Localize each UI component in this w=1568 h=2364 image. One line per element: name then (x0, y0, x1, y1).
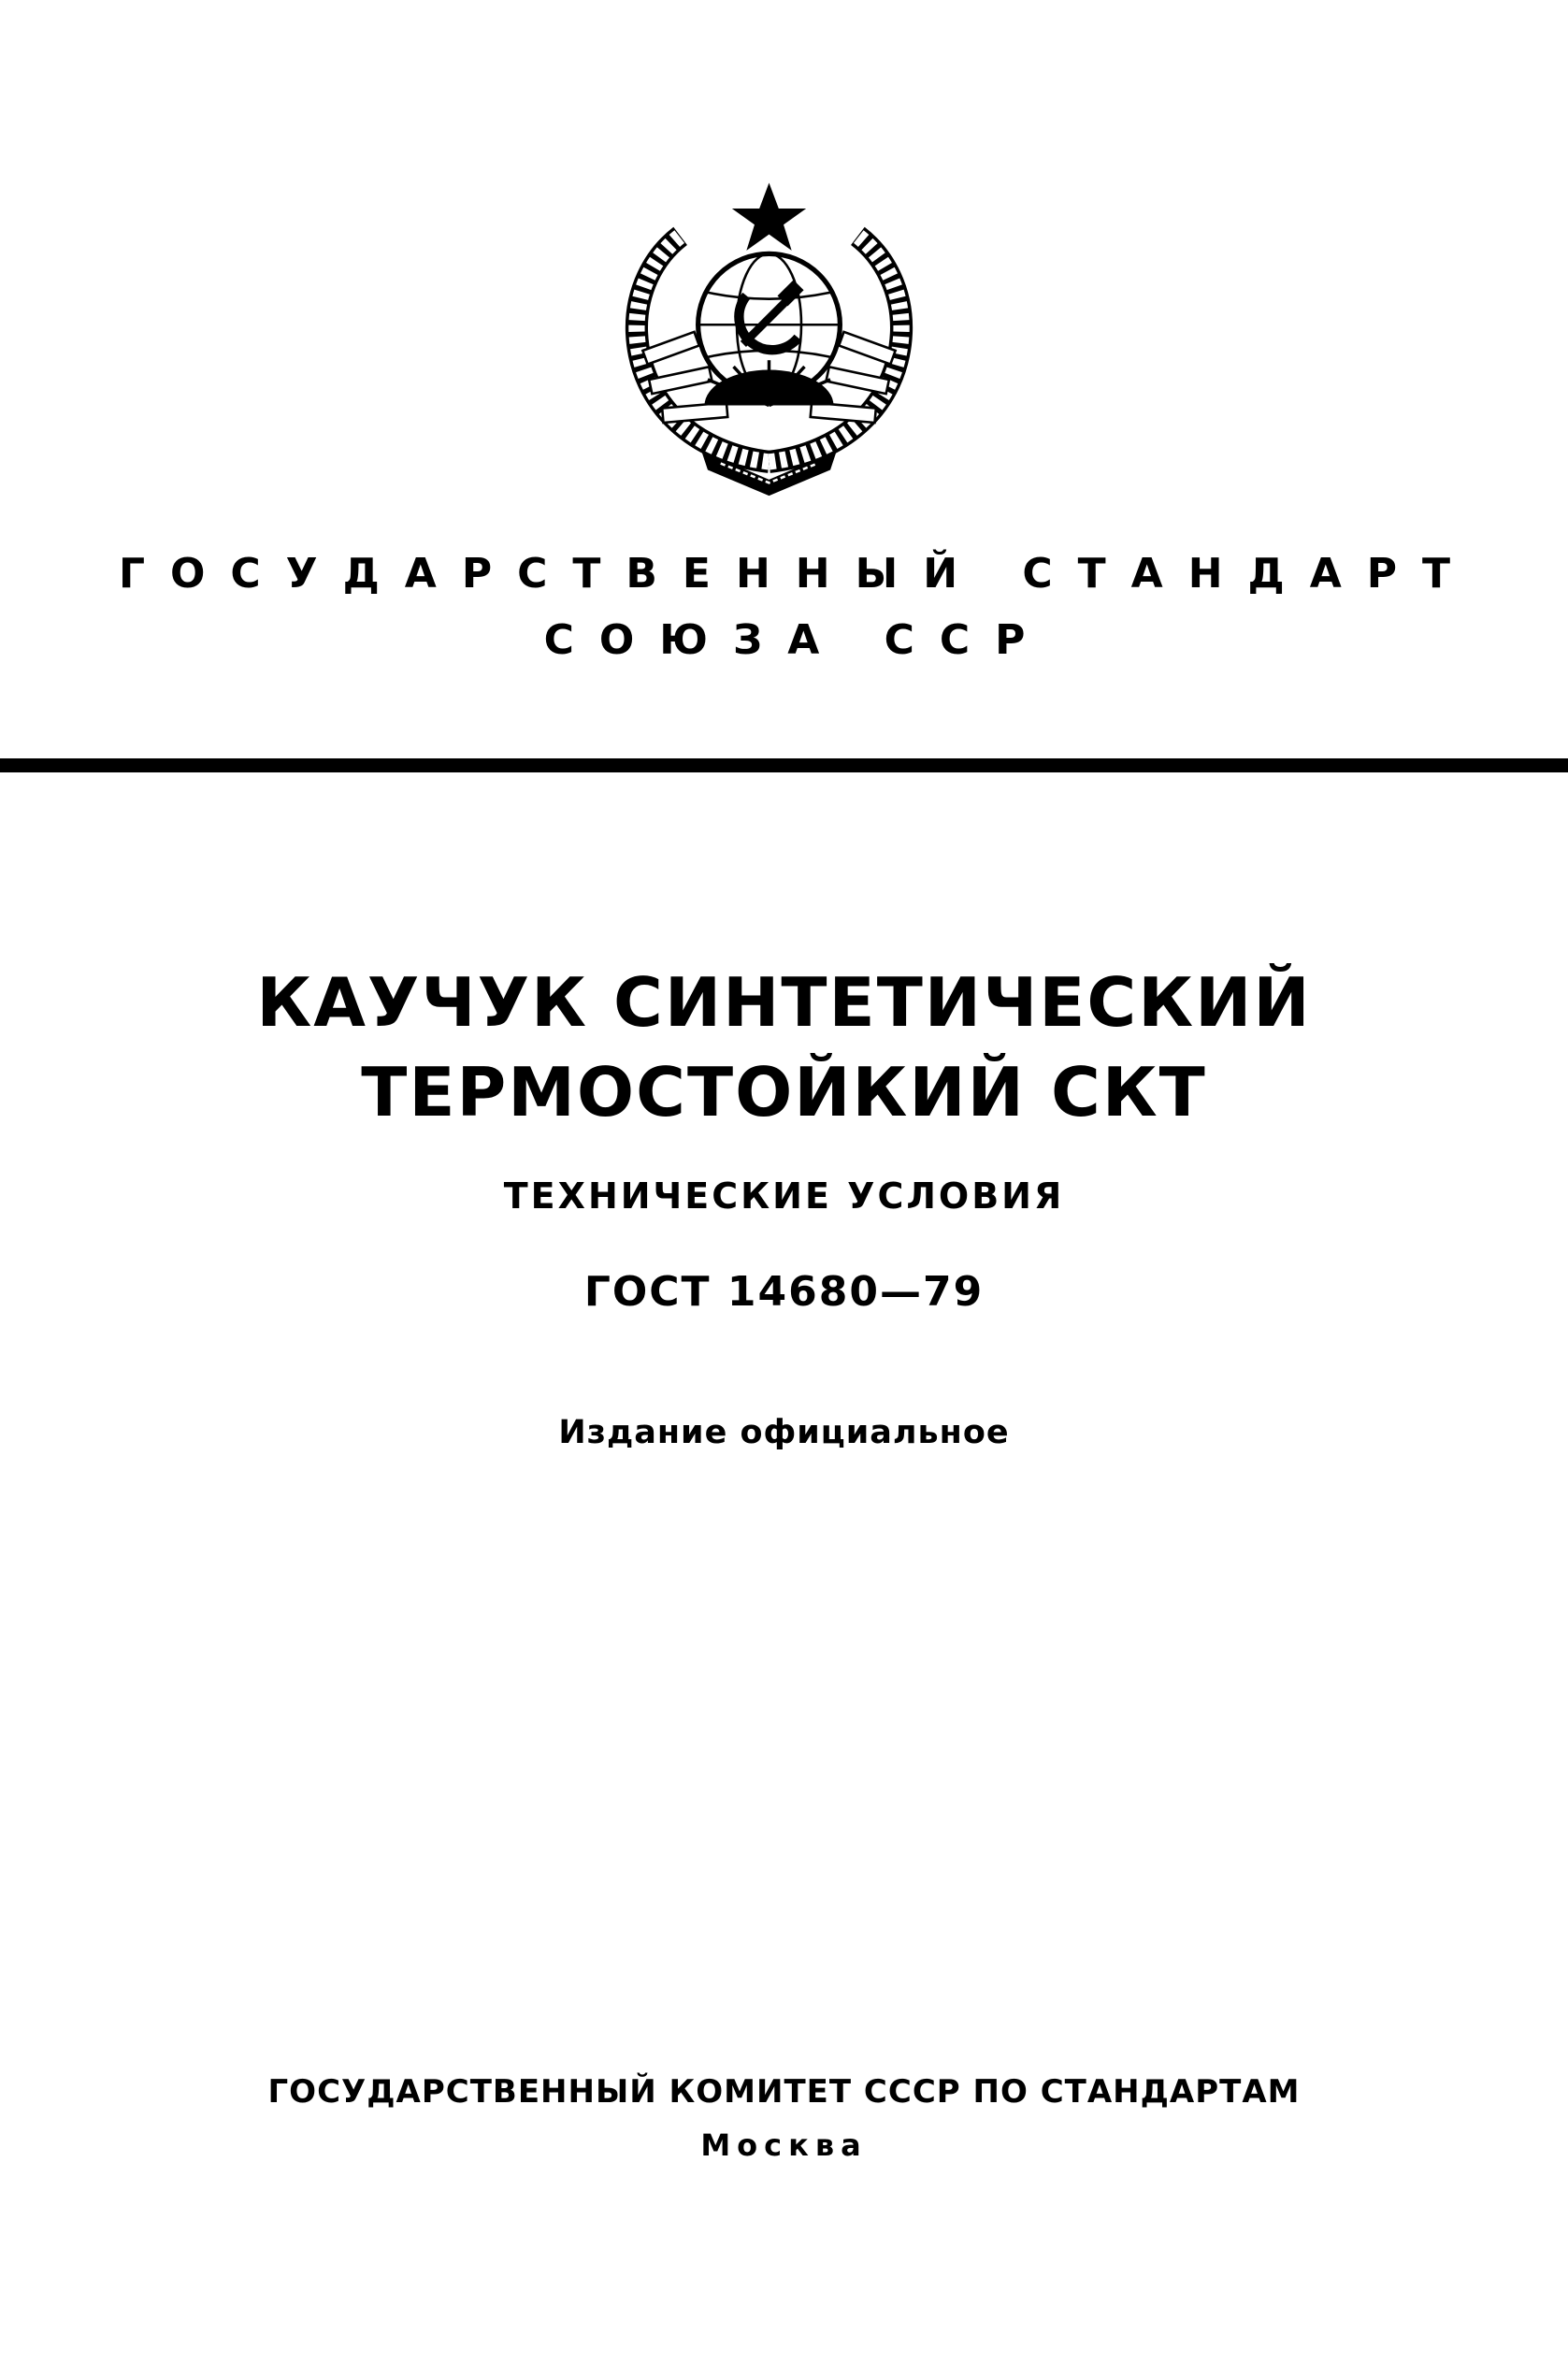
publisher: ГОСУДАРСТВЕННЫЙ КОМИТЕТ СССР ПО СТАНДАРТАМ (267, 2073, 1301, 2111)
ussr-coat-of-arms-icon (608, 180, 930, 502)
header-state-standard: ГОСУДАРСТВЕННЫЙ СТАНДАРТ (118, 550, 1476, 598)
publisher-city: Москва (700, 2127, 868, 2163)
document-title-line1: КАУЧУК СИНТЕТИЧЕСКИЙ (256, 963, 1312, 1042)
edition-label: Издание официальное (558, 1414, 1010, 1451)
standard-number: ГОСТ 14680—79 (583, 1268, 985, 1316)
document-title-line2: ТЕРМОСТОЙКИЙ СКТ (361, 1053, 1207, 1132)
header-union: СОЮЗА ССР (543, 616, 1051, 664)
document-subtitle: ТЕХНИЧЕСКИЕ УСЛОВИЯ (503, 1175, 1065, 1217)
horizontal-rule (0, 758, 1568, 772)
star-icon (732, 182, 806, 250)
